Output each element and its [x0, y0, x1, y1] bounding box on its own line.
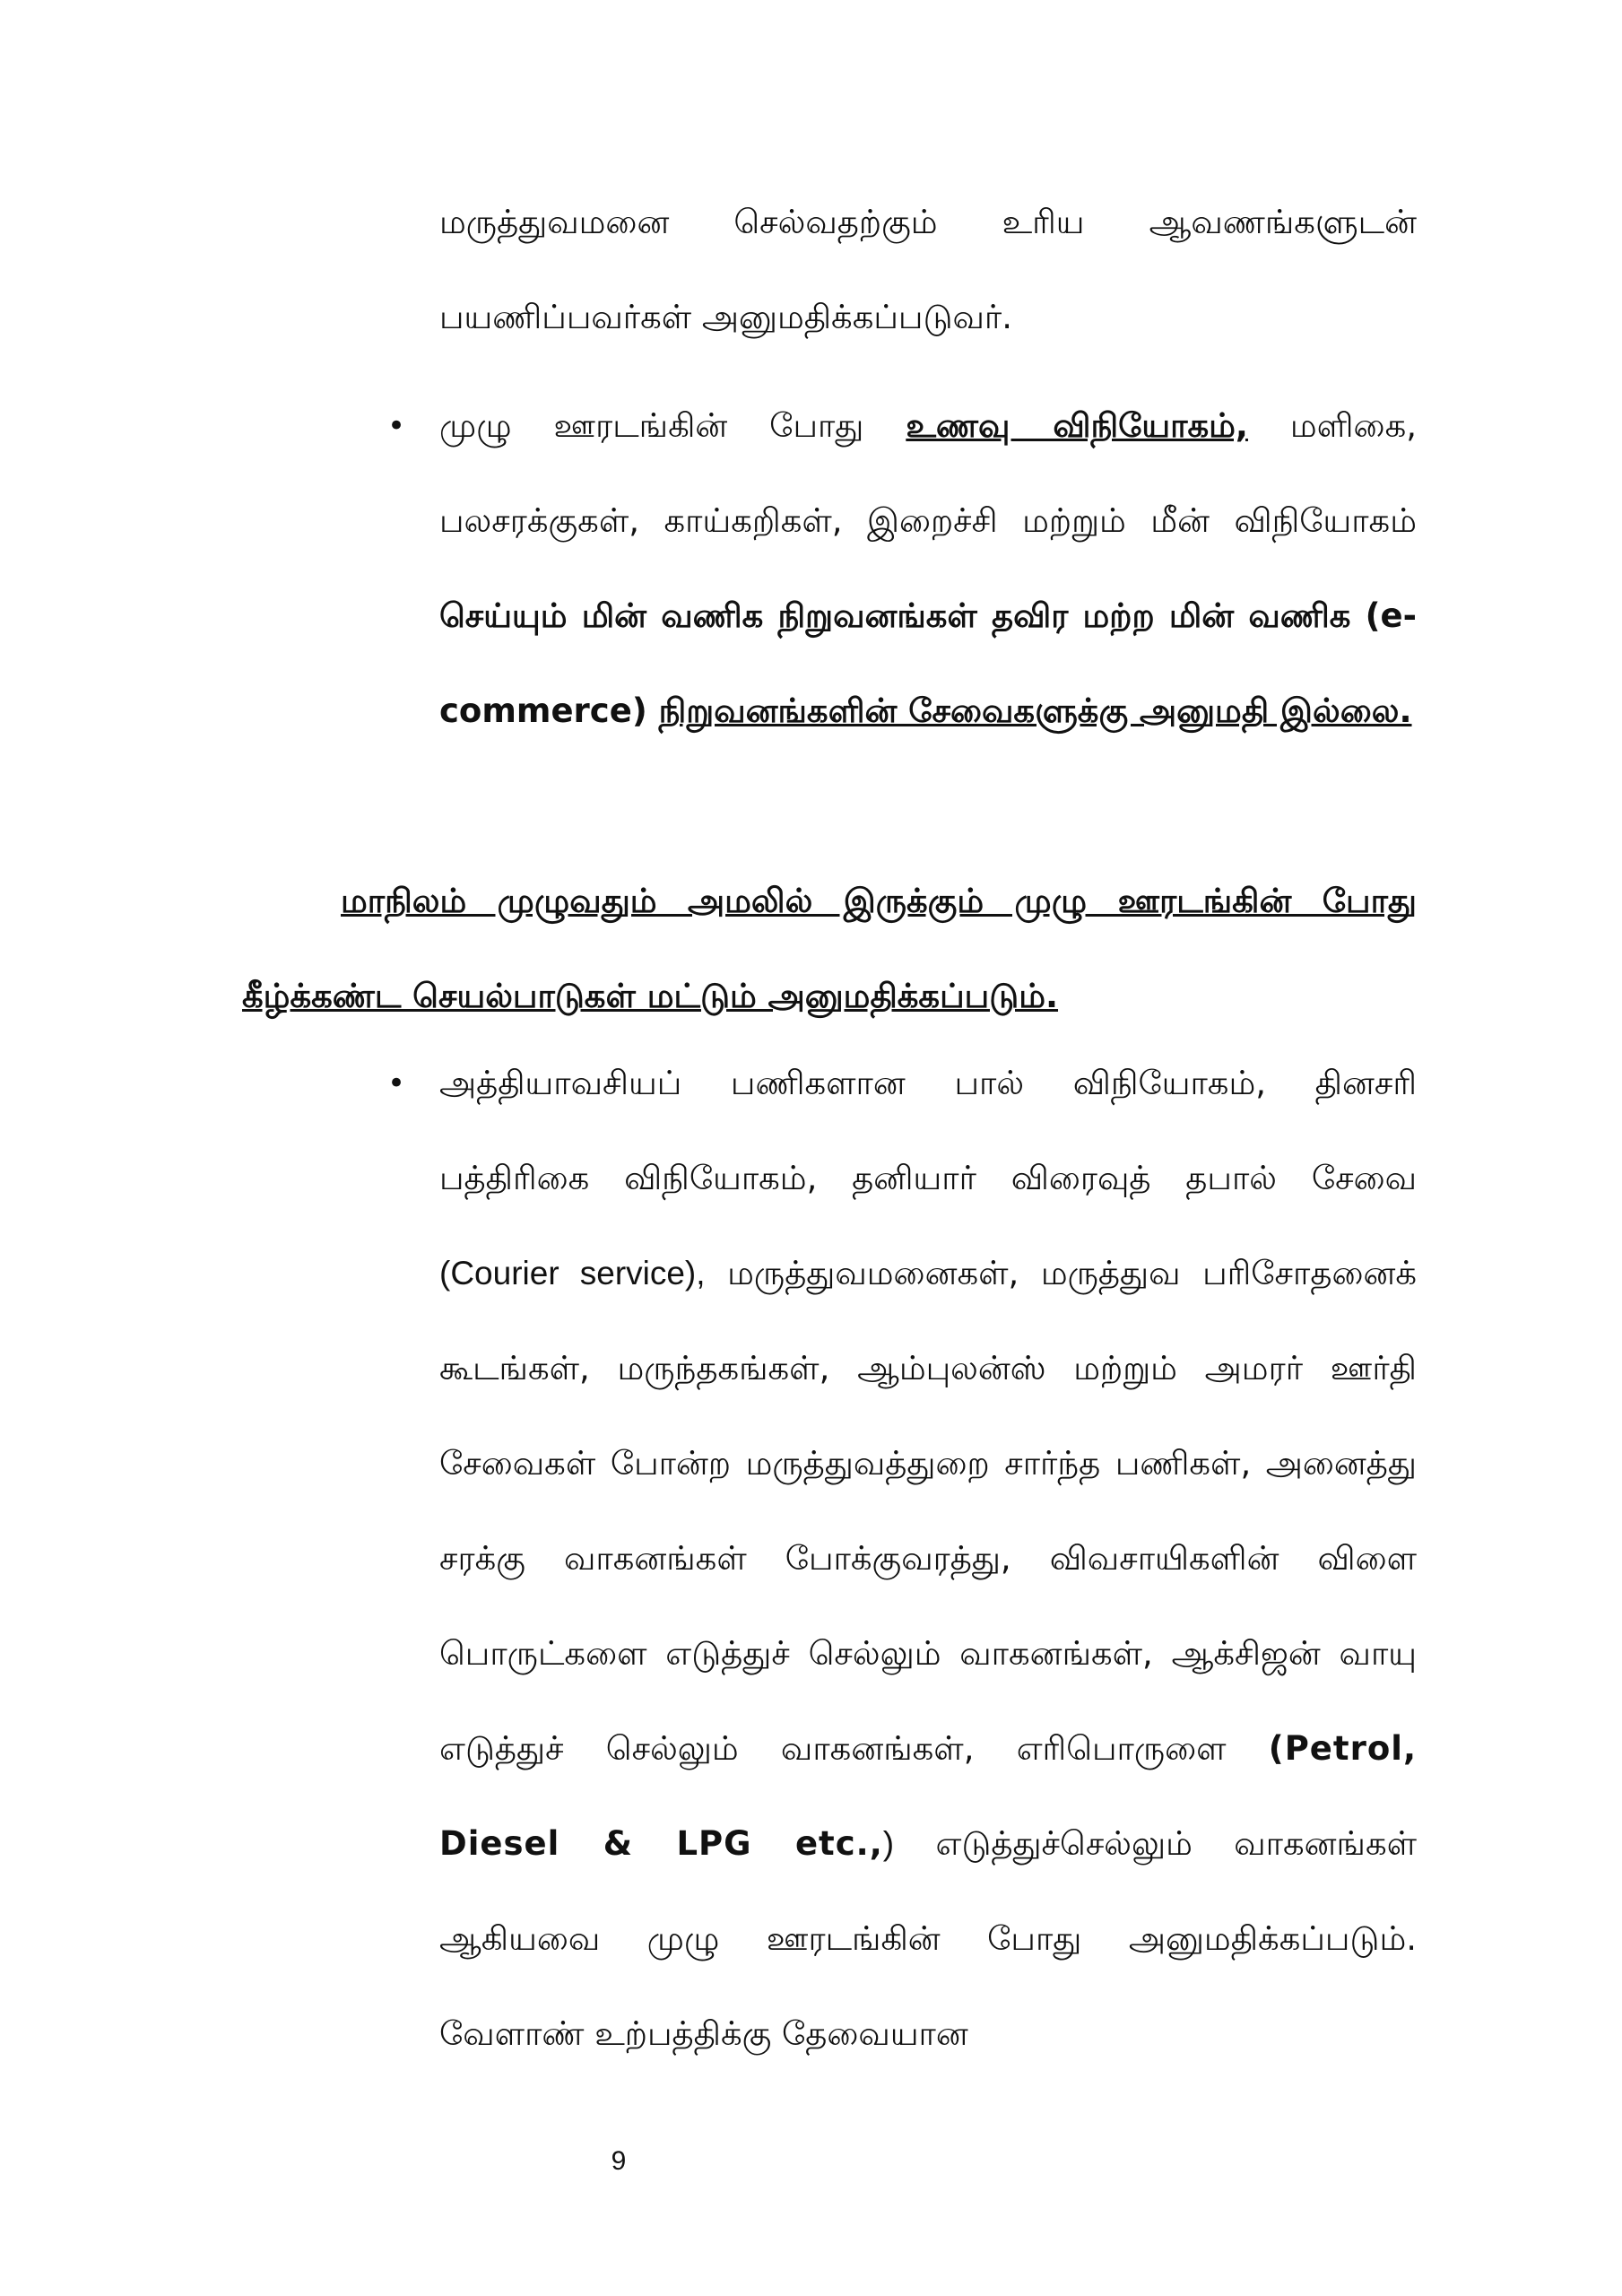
bullet-2-text-c: எடுத்துச்செல்லும் வாகனங்கள் ஆகியவை முழு ஊரடங்கின் போது அனுமதிக்கப்படும். வேளாண் உற்பத்திக்கு தேவையான	[439, 1824, 1417, 2053]
bullet-2-fuel-close: )	[882, 1825, 895, 1862]
bullet-icon: •	[387, 1065, 406, 1101]
section-paragraph	[242, 854, 1417, 1044]
bullet-item-ecommerce	[387, 378, 1417, 759]
bullet-1-bold-food-distribution: உணவு விநியோகம்,	[906, 406, 1248, 445]
continuation-paragraph	[439, 175, 1417, 365]
bullet-1-text-b: மளிகை, பலசரக்குகள், காய்கறிகள், இறைச்சி மற்றும் மீன் விநியோகம்	[439, 406, 1417, 540]
bullet-2-courier-service: (Courier service),	[439, 1255, 706, 1292]
bullet-1-bold-not-allowed: நிறுவனங்களின் சேவைகளுக்கு அனுமதி இல்லை.	[658, 691, 1412, 730]
bullet-item-essential-services	[387, 1036, 1418, 2082]
section-paragraph-text: மாநிலம் முழுவதும் அமலில் இருக்கும் முழு ஊரடங்கின் போது கீழ்க்கண்ட செயல்பாடுகள் மட்டும் அனுமதிக்கப்படும்.	[242, 882, 1417, 1015]
bullet-2-fuel-types: (Petrol, Diesel & LPG etc.,	[439, 1729, 1417, 1863]
continuation-text: மருத்துவமனை செல்வதற்கும் உரிய ஆவணங்களுடன் பயணிப்பவர்கள் அனுமதிக்கப்படுவர்.	[439, 203, 1417, 336]
bullet-icon: •	[387, 408, 406, 444]
bullet-1-text-a: முழு ஊரடங்கின் போது	[439, 406, 906, 445]
bullet-2-text-b: மருத்துவமனைகள், மருத்துவ பரிசோதனைக் கூடங்கள், மருந்தகங்கள், ஆம்புலன்ஸ் மற்றும் அமரர் ஊர்தி சேவைகள் போன்ற மருத்துவத்துறை சார்ந்த பணிகள், அனைத்து சரக்கு வாகனங்கள் போக்குவரத்து, விவசாயிகளின் விளை பொருட்களை எடுத்துச் செல்லும் வாகனங்கள், ஆக்சிஜன் வாயு எடுத்துச் செல்லும் வாகனங்கள், எரிபொருளை	[439, 1254, 1418, 1768]
bullet-2-text-a: அத்தியாவசியப் பணிகளான பால் விநியோகம், தினசரி பத்திரிகை விநியோகம், தனியார் விரைவுத் தபால் சேவை	[439, 1064, 1417, 1197]
bullet-1-bold-ecommerce: செய்யும் மின் வணிக நிறுவனங்கள் தவிர மற்ற மின் வணிக (e-commerce)	[439, 596, 1417, 730]
page-number: 9	[611, 2146, 627, 2176]
